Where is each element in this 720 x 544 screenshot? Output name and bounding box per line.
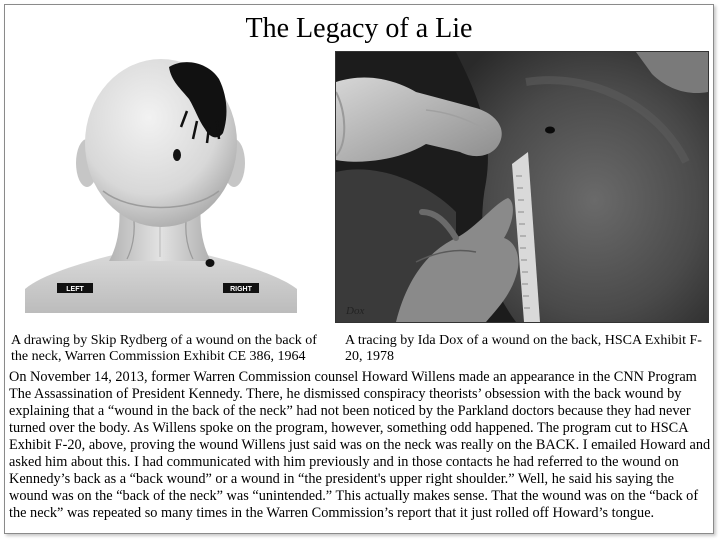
neck-drawing-illustration <box>21 51 299 321</box>
right-figure-caption: A tracing by Ida Dox of a wound on the back, HSCA Exhibit F-20, 1978 <box>345 333 702 364</box>
slide <box>4 4 714 534</box>
neck-wound-drawing <box>21 51 299 321</box>
right-label: RIGHT <box>230 286 252 293</box>
back-wound-tracing <box>335 51 709 323</box>
back-tracing-illustration <box>336 52 708 322</box>
left-figure-caption: A drawing by Skip Rydberg of a wound on the back of the neck, Warren Commission Exhibit CE 386, 1964 <box>11 333 317 364</box>
body-paragraph: On November 14, 2013, former Warren Commission counsel Howard Willens made an appearance in the CNN Program The Assassination of President Kennedy. There, he dismissed conspiracy theorists’ obsession with the back wound by explaining that a “wound in the back of the neck” had not been noticed by the Parkland doctors because they had never turned over the body. As Willens spoke on the program, however, something odd happened. The program cut to HSCA Exhibit F-20, above, proving the wound Willens just said was on the neck was really on the BACK. I emailed Howard and asked him about this. I had communicated with him previously and in those contacts he had referred to the wound on Kennedy’s back as a “back wound” or a wound in “the president's upper right shoulder.” Well, he said his saying the wound was on the “back of the neck” was “unintended.” This actually makes sense. That the wound was on the “back of the neck” was repeated so many times in the Warren Commission’s report that it just rolled off Howard’s tongue. <box>9 369 711 521</box>
artist-signature: Dox <box>346 305 365 317</box>
left-label: LEFT <box>66 286 84 293</box>
page-title: The Legacy of a Lie <box>245 13 473 44</box>
